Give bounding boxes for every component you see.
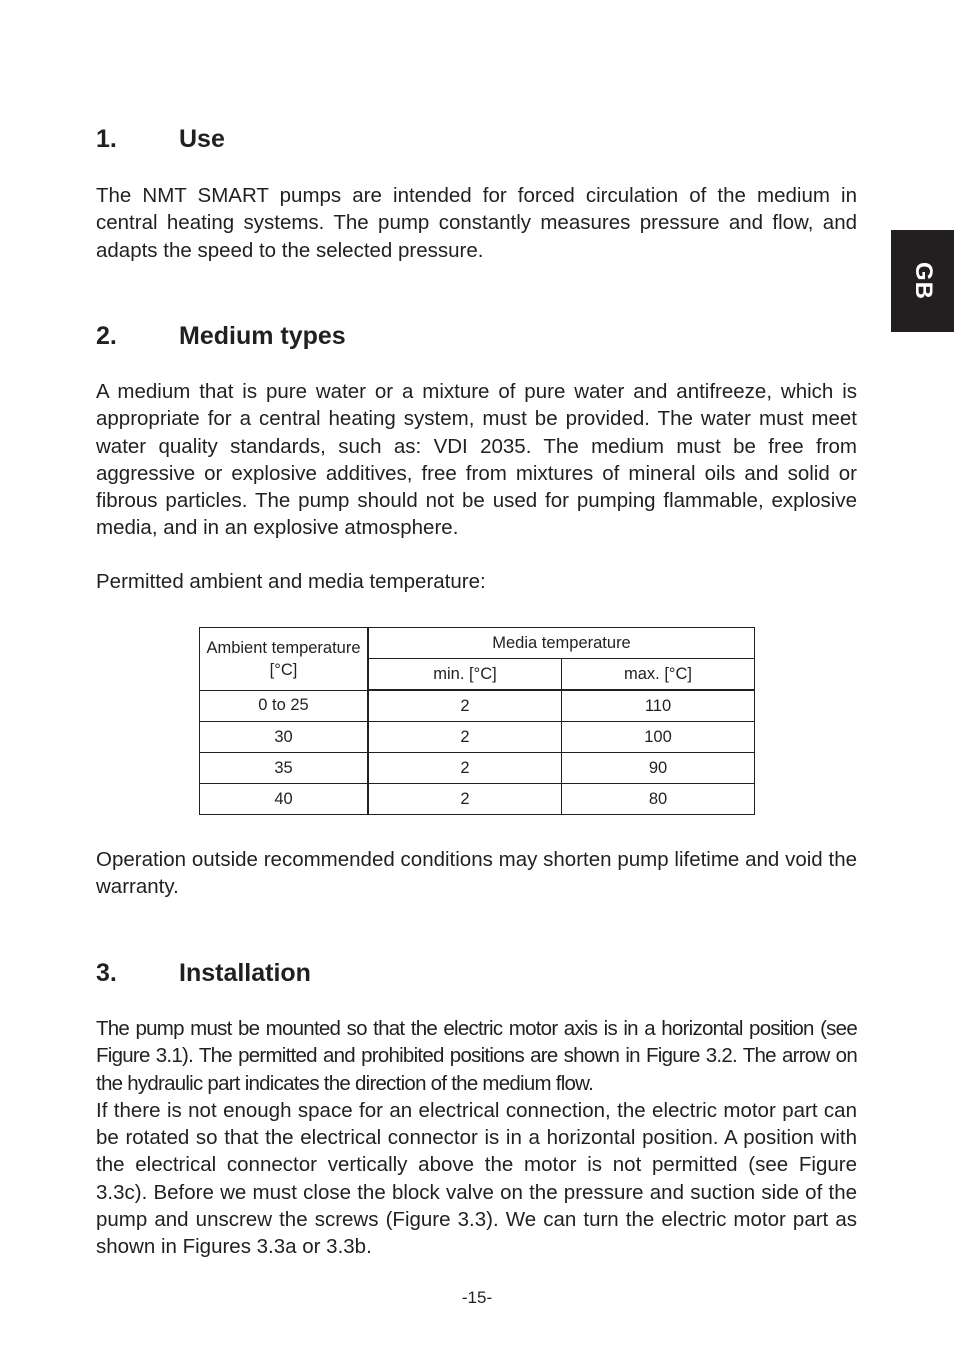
section-number: 1.: [96, 125, 117, 153]
section-heading: [96, 321, 857, 351]
section-installation-body: [96, 1015, 857, 1261]
cell-min: 2: [368, 753, 562, 784]
cell-ambient: 0 to 25: [200, 690, 369, 722]
table-row: [200, 753, 755, 784]
paragraph: A medium that is pure water or a mixture of pure water and antifreeze, which is appropriate for a central heating system, must be provided. The water must meet water quality standards, such as: VDI 2035. The medium must be free from aggressive or explosive additives, free from mixtures of mineral oils and solid or fibrous particles. The pump should not be used for pumping flammable, explosive media, and in an explosive atmosphere.: [96, 380, 857, 540]
paragraph: The NMT SMART pumps are intended for forced circulation of the medium in central heating systems. The pump constantly measures pressure and flow, and adapts the speed to the selected pressure.: [96, 184, 857, 262]
paragraph: The pump must be mounted so that the electric motor axis is in a horizontal position (see Figure 3.1). The permitted and prohibited positions are shown in Figure 3.2. The arrow on the hydraulic part indicates the direction of the medium flow.: [96, 1017, 857, 1095]
section-number: 2.: [96, 322, 117, 350]
table-header-row: [200, 628, 755, 659]
cell-max: 90: [562, 753, 755, 784]
section-medium-body: [96, 378, 857, 542]
section-medium-types: [96, 321, 857, 351]
table-row: [200, 784, 755, 815]
section-use-body: [96, 182, 857, 264]
table-row: [200, 722, 755, 753]
table-intro: [96, 568, 857, 595]
cell-ambient: 35: [200, 753, 369, 784]
language-tab-label: GB: [909, 262, 937, 300]
section-use: [96, 124, 857, 154]
section-title: Use: [179, 125, 225, 153]
cell-max: 80: [562, 784, 755, 815]
cell-ambient: 30: [200, 722, 369, 753]
cell-ambient: 40: [200, 784, 369, 815]
cell-max: 100: [562, 722, 755, 753]
section-installation: [96, 958, 857, 988]
section-heading: [96, 958, 857, 988]
paragraph: Operation outside recommended conditions may shorten pump lifetime and void the warranty.: [96, 848, 857, 899]
section-title: Medium types: [179, 322, 346, 350]
header-max: max. [°C]: [562, 659, 755, 691]
header-min: min. [°C]: [368, 659, 562, 691]
paragraph: If there is not enough space for an electrical connection, the electric motor part can be rotated so that the electrical connector is in a horizontal position. A position with the electrical connector vertically above the motor is not permitted (see Figure 3.3c). Before we must close the block valve on the pressure and suction side of the pump and unscrew the screws (Figure 3.3). We can turn the electric motor part as shown in Figures 3.3a or 3.3b.: [96, 1098, 857, 1259]
section-title: Installation: [179, 959, 311, 987]
temperature-table: [199, 627, 755, 815]
header-media: Media temperature: [368, 628, 755, 659]
warranty-note: [96, 846, 857, 901]
language-tab: [891, 230, 954, 332]
cell-min: 2: [368, 722, 562, 753]
table-row: [200, 690, 755, 722]
section-number: 3.: [96, 959, 117, 987]
paragraph: Permitted ambient and media temperature:: [96, 570, 486, 593]
header-ambient: Ambient temperature [°C]: [200, 628, 369, 691]
cell-min: 2: [368, 784, 562, 815]
page-number: -15-: [461, 1288, 493, 1307]
section-heading: [96, 124, 857, 154]
cell-max: 110: [562, 690, 755, 722]
cell-min: 2: [368, 690, 562, 722]
